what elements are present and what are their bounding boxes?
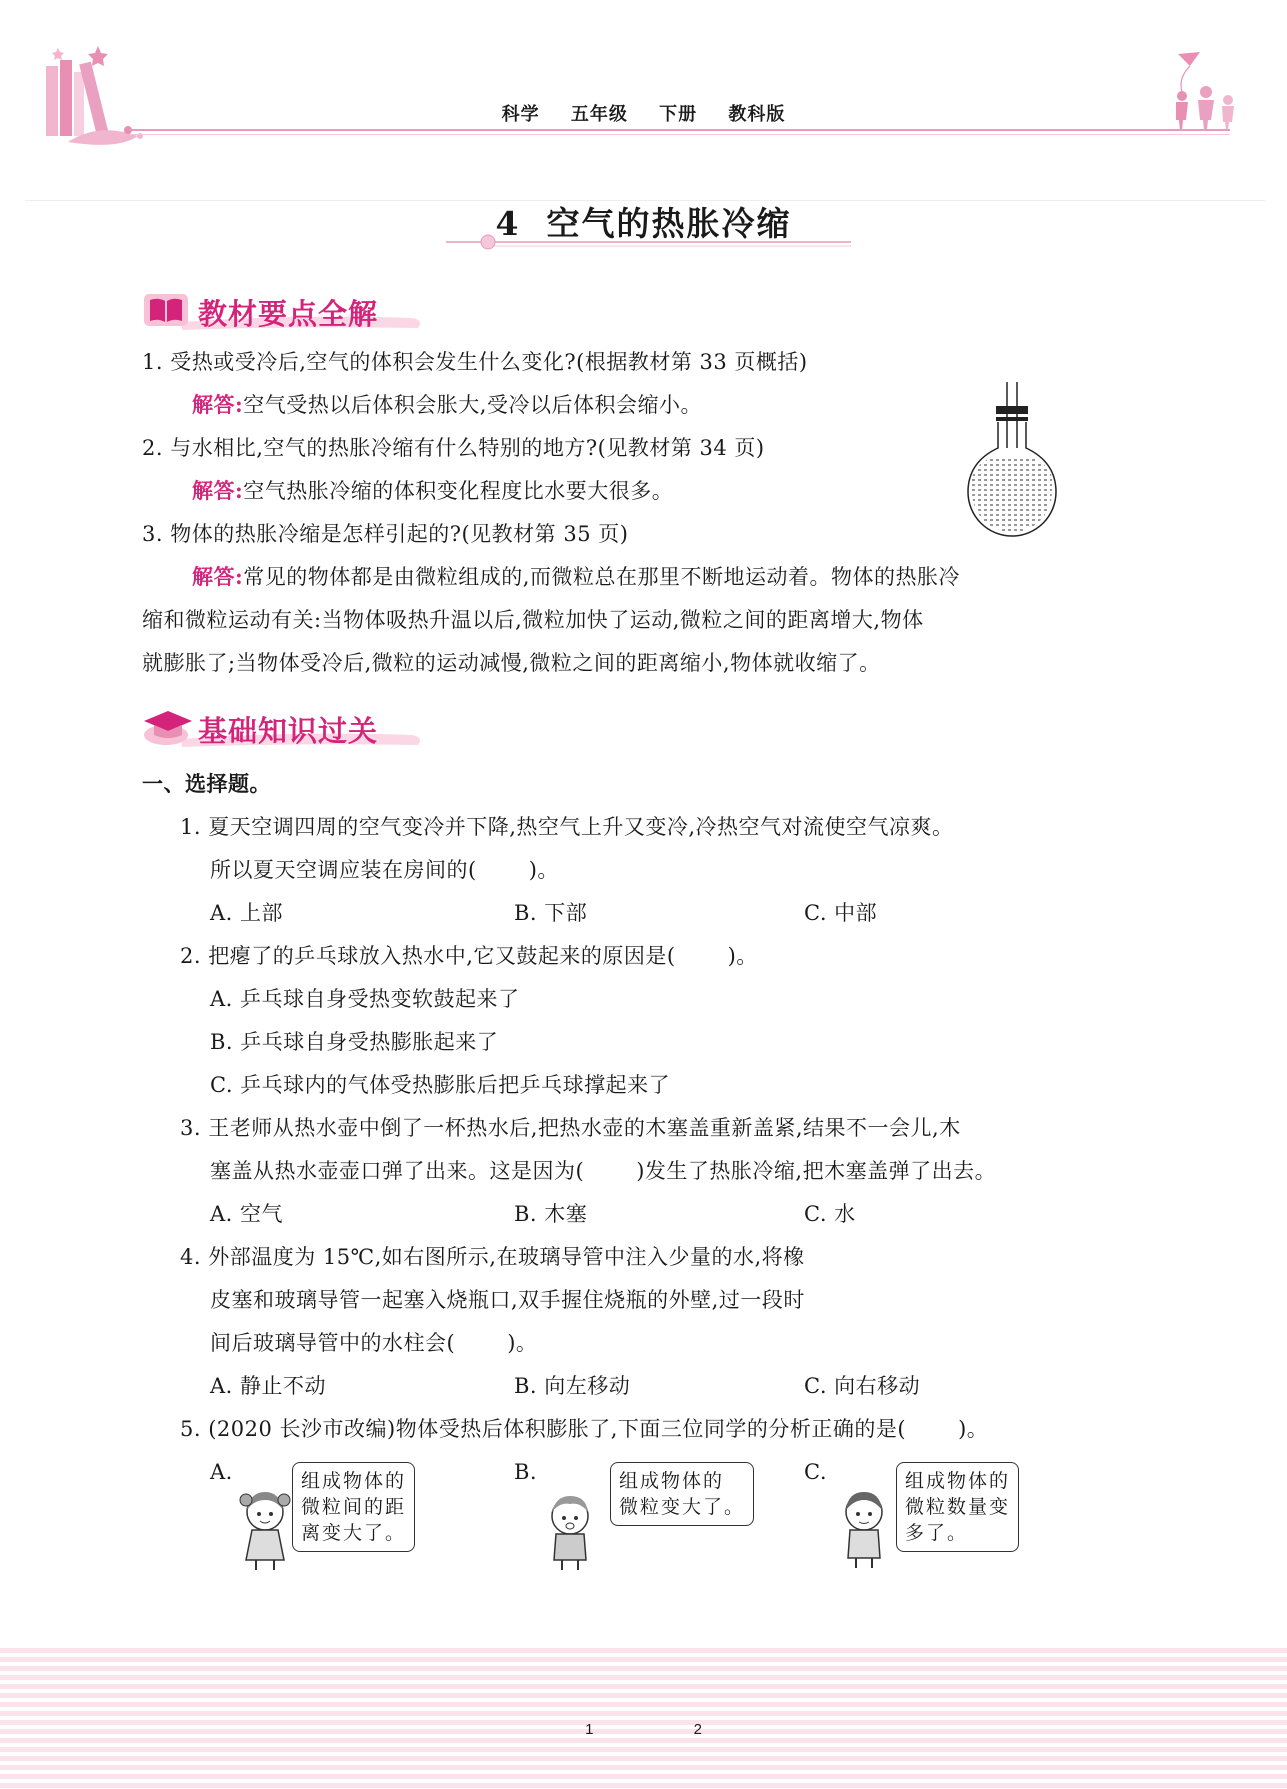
q4-end: )。 — [507, 1331, 538, 1355]
girl-student-icon — [236, 1486, 294, 1572]
speech-bubble-b — [610, 1462, 754, 1526]
title-underline — [446, 232, 851, 252]
q2-option-a[interactable]: A. 乒乓球自身受热变软鼓起来了 — [210, 987, 520, 1011]
question-3: 3. 物体的热胀冷缩是怎样引起的?(见教材第 35 页) — [142, 522, 629, 546]
choice-q2 — [180, 942, 758, 970]
q4-stem: 间后玻璃导管中的水柱会( — [210, 1331, 456, 1355]
answer-3-line-2: 缩和微粒运动有关:当物体吸热升温以后,微粒加快了运动,微粒之间的距离增大,物体 — [142, 608, 924, 632]
choice-q4-line-1: 4. 外部温度为 15℃,如右图所示,在玻璃导管中注入少量的水,将橡 — [180, 1245, 805, 1269]
answer-label: 解答: — [192, 392, 244, 417]
speech-bubble-a — [292, 1462, 415, 1552]
running-header — [0, 100, 1287, 126]
question-1: 1. 受热或受冷后,空气的体积会发生什么变化?(根据教材第 33 页概括) — [142, 350, 808, 374]
q3-option-a[interactable]: A. 空气 — [210, 1202, 284, 1226]
q5-option-c-label[interactable]: C. — [804, 1460, 827, 1484]
boy-student-icon — [540, 1490, 600, 1572]
footer-stripe-band — [0, 1648, 1287, 1789]
q4-option-c[interactable]: C. 向右移动 — [804, 1374, 921, 1398]
answer-2-text: 空气热胀冷缩的体积变化程度比水要大很多。 — [243, 479, 674, 503]
header-rule — [130, 129, 1230, 131]
bubble-b-line: 微粒变大了。 — [619, 1496, 746, 1518]
answer-2 — [192, 477, 673, 505]
q2-end: )。 — [727, 944, 758, 968]
q1-option-b[interactable]: B. 下部 — [514, 901, 588, 925]
bubble-b-line: 组成物体的 — [619, 1470, 725, 1492]
choice-q3-line-1: 3. 王老师从热水壶中倒了一杯热水后,把热水壶的木塞盖重新盖紧,结果不一会儿,木 — [180, 1116, 961, 1140]
flask-diagram — [960, 378, 1070, 548]
boy-student-icon-2 — [836, 1486, 892, 1570]
answer-1 — [192, 391, 702, 419]
q3-option-c[interactable]: C. 水 — [804, 1202, 856, 1226]
part-title-choice: 一、选择题。 — [142, 771, 271, 796]
q2-stem: 2. 把瘪了的乒乓球放入热水中,它又鼓起来的原因是( — [180, 944, 676, 968]
bubble-c-line: 微粒数量变 — [905, 1496, 1011, 1518]
bubble-a-line: 组成物体的 — [301, 1470, 407, 1492]
q5-option-a-label[interactable]: A. — [210, 1460, 233, 1484]
choice-q4-line-2: 皮塞和玻璃导管一起塞入烧瓶口,双手握住烧瓶的外壁,过一段时 — [210, 1288, 805, 1312]
q5-end: )。 — [958, 1417, 989, 1441]
header-rule-thin — [130, 134, 1230, 135]
choice-q1-line-1: 1. 夏天空调四周的空气变冷并下降,热空气上升又变冷,冷热空气对流使空气凉爽。 — [180, 815, 954, 839]
header-volume: 下册 — [659, 104, 698, 125]
answer-3-line-1 — [192, 563, 960, 591]
bubble-a-line: 微粒间的距 — [301, 1496, 407, 1518]
section-header-textbook-points — [142, 288, 422, 332]
choice-q4-line-3 — [210, 1329, 537, 1357]
q3-stem: 塞盖从热水壶壶口弹了出来。这是因为( — [210, 1159, 585, 1183]
q4-option-b[interactable]: B. 向左移动 — [514, 1374, 631, 1398]
chapter-title-text: 空气的热胀冷缩 — [546, 204, 792, 243]
speech-bubble-c — [896, 1462, 1019, 1552]
q1-option-c[interactable]: C. 中部 — [804, 901, 878, 925]
bubble-a-line: 离变大了。 — [301, 1522, 407, 1544]
choice-q1-line-2 — [210, 856, 559, 884]
answer-1-text: 空气受热以后体积会胀大,受冷以后体积会缩小。 — [243, 393, 702, 417]
choice-q3-line-2 — [210, 1157, 996, 1185]
section1-title: 教材要点全解 — [198, 297, 379, 331]
bubble-c-line: 组成物体的 — [905, 1470, 1011, 1492]
header-subject: 科学 — [501, 104, 540, 125]
q1-option-a[interactable]: A. 上部 — [210, 901, 284, 925]
choice-q5 — [180, 1415, 988, 1443]
q1-stem: 所以夏天空调应装在房间的( — [210, 858, 477, 882]
chapter-number: 4 — [495, 204, 521, 243]
q3-option-b[interactable]: B. 木塞 — [514, 1202, 588, 1226]
header-grade: 五年级 — [570, 104, 628, 125]
q3-end: )发生了热胀冷缩,把木塞盖弹了出去。 — [636, 1159, 997, 1183]
q4-option-a[interactable]: A. 静止不动 — [210, 1374, 327, 1398]
section-header-basic-knowledge — [142, 705, 422, 749]
answer-label: 解答: — [192, 478, 244, 503]
answer-label: 解答: — [192, 564, 244, 589]
question-2: 2. 与水相比,空气的热胀冷缩有什么特别的地方?(见教材第 34 页) — [142, 436, 765, 460]
header-edition: 教科版 — [728, 104, 786, 125]
bubble-c-line: 多了。 — [905, 1522, 969, 1544]
q1-end: )。 — [528, 858, 559, 882]
q2-option-c[interactable]: C. 乒乓球内的气体受热膨胀后把乒乓球撑起来了 — [210, 1073, 671, 1097]
q5-stem: 5. (2020 长沙市改编)物体受热后体积膨胀了,下面三位同学的分析正确的是( — [180, 1417, 907, 1441]
q5-option-b-label[interactable]: B. — [514, 1460, 538, 1484]
q2-option-b[interactable]: B. 乒乓球自身受热膨胀起来了 — [210, 1030, 499, 1054]
answer-3-text-1: 常见的物体都是由微粒组成的,而微粒总在那里不断地运动着。物体的热胀冷 — [243, 565, 960, 589]
answer-3-line-3: 就膨胀了;当物体受冷后,微粒的运动减慢,微粒之间的距离缩小,物体就收缩了。 — [142, 651, 881, 675]
section2-title: 基础知识过关 — [198, 714, 379, 748]
page-number: 1 2 — [585, 1721, 750, 1738]
